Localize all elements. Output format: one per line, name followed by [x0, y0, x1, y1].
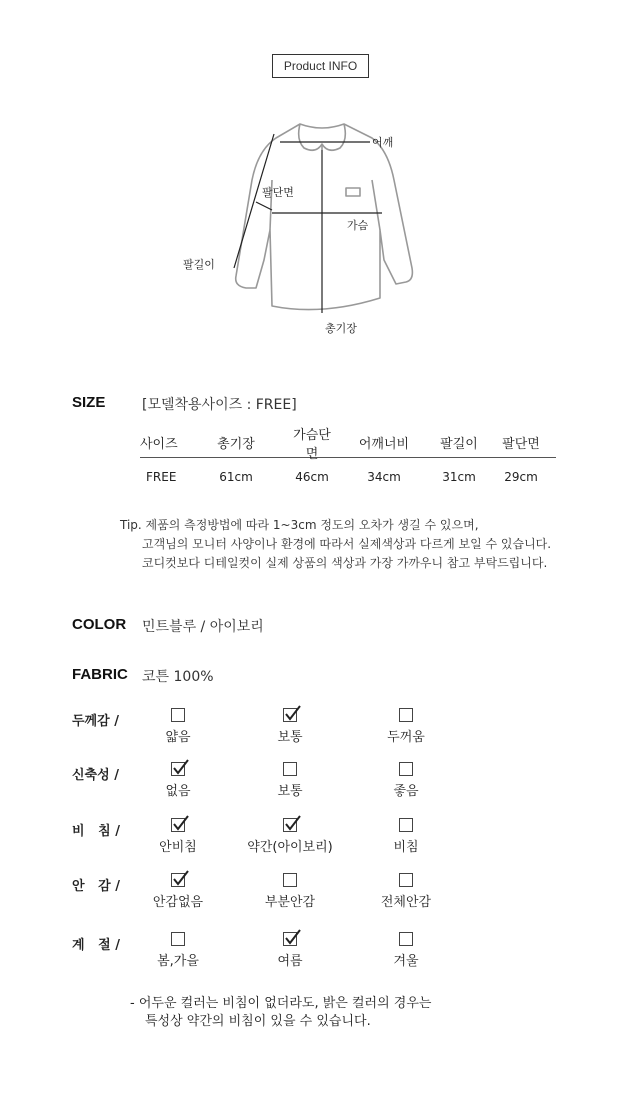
attr-label: 계 절 /: [72, 938, 120, 953]
attr-label: 비 침 /: [72, 824, 120, 839]
size-table: [140, 428, 556, 496]
fabric-title: FABRIC: [72, 666, 128, 683]
checkbox: [171, 873, 185, 887]
checkbox: [399, 873, 413, 887]
option-label: 약간(아이보리): [247, 840, 333, 855]
option-label: 두꺼움: [387, 730, 425, 745]
header-sleeve-length: 팔길이: [440, 437, 478, 452]
checkbox: [399, 762, 413, 776]
checkbox: [283, 818, 297, 832]
checkbox: [171, 708, 185, 722]
value-total-length: 61cm: [219, 470, 253, 484]
value-shoulder: 34cm: [367, 470, 401, 484]
size-diagram: [0, 110, 640, 350]
checkbox: [283, 932, 297, 946]
blouse-illustration: [0, 110, 640, 350]
option-label: 겨울: [393, 954, 419, 969]
check-mark-icon: [172, 759, 190, 777]
attr-option: [230, 932, 350, 969]
color-title: COLOR: [72, 616, 127, 633]
size-table-header: [140, 427, 556, 462]
header-chest: 가슴단면: [293, 427, 331, 462]
attr-row-thickness: [0, 708, 640, 758]
option-label: 보통: [277, 730, 303, 745]
attr-option: [346, 873, 466, 910]
attr-option: [118, 932, 238, 969]
checkbox: [171, 818, 185, 832]
attr-option: [118, 708, 238, 745]
header-total-length: 총기장: [217, 437, 255, 452]
option-label: 보통: [277, 784, 303, 799]
note-line-2: 특성상 약간의 비침이 있을 수 있습니다.: [145, 1014, 371, 1029]
attr-option: [346, 818, 466, 855]
attr-row-stretch: [0, 762, 640, 812]
check-mark-icon: [284, 705, 302, 723]
total-length-label: 총기장: [325, 322, 357, 335]
attr-label: 안 감 /: [72, 879, 120, 894]
option-label: 봄,가을: [157, 954, 199, 969]
checkbox: [399, 932, 413, 946]
option-label: 안비침: [159, 840, 197, 855]
chest-label: 가슴: [347, 219, 369, 232]
attr-option: [346, 932, 466, 969]
product-info-badge: Product INFO: [272, 54, 369, 78]
sleeve-length-label: 팔길이: [183, 258, 215, 271]
tip-line-2: 고객님의 모니터 사양이나 환경에 따라서 실제색상과 다르게 보일 수 있습니다.: [142, 537, 552, 551]
attr-row-sheerness: [0, 818, 640, 868]
model-size: [모델착용사이즈 : FREE]: [142, 397, 297, 413]
checkbox: [283, 873, 297, 887]
check-mark-icon: [284, 815, 302, 833]
attr-option: [118, 873, 238, 910]
tip-line-1: Tip. 제품의 측정방법에 따라 1~3cm 정도의 오차가 생길 수 있으며,: [120, 518, 479, 532]
attr-option: [230, 818, 350, 855]
tip-line-3: 코디컷보다 디테일컷이 실제 상품의 색상과 가장 가까우니 참고 부탁드립니다.: [142, 556, 548, 570]
attr-option: [230, 873, 350, 910]
attr-option: [230, 762, 350, 799]
attr-option: [118, 762, 238, 799]
header-sleeve-opening: 팔단면: [502, 437, 540, 452]
attr-option: [346, 762, 466, 799]
sleeve-opening-label: 팔단면: [262, 186, 294, 199]
attr-row-lining: [0, 873, 640, 923]
option-label: 안감없음: [152, 895, 204, 910]
option-label: 전체안감: [380, 895, 432, 910]
checkbox: [283, 762, 297, 776]
option-label: 여름: [277, 954, 303, 969]
value-size: FREE: [146, 470, 177, 484]
checkbox: [171, 762, 185, 776]
option-label: 얇음: [165, 730, 191, 745]
check-mark-icon: [172, 815, 190, 833]
shoulder-label: 어깨: [372, 136, 394, 149]
checkbox: [171, 932, 185, 946]
fabric-value: 코튼 100%: [142, 669, 214, 685]
option-label: 좋음: [393, 784, 419, 799]
attr-label: 신축성 /: [72, 768, 119, 783]
header-shoulder: 어깨너비: [358, 437, 410, 452]
note-line-1: - 어두운 컬러는 비침이 없더라도, 밝은 컬러의 경우는: [130, 996, 432, 1011]
size-title: SIZE: [72, 394, 106, 411]
check-mark-icon: [172, 870, 190, 888]
attr-label: 두께감 /: [72, 714, 119, 729]
attr-option: [346, 708, 466, 745]
sheerness-note: [130, 995, 431, 1031]
measurement-tip: [120, 516, 551, 573]
value-sleeve-opening: 29cm: [504, 470, 538, 484]
checkbox: [399, 708, 413, 722]
attr-option: [230, 708, 350, 745]
size-table-row: [140, 458, 556, 496]
color-value: 민트블루 / 아이보리: [142, 619, 264, 635]
attr-option: [118, 818, 238, 855]
check-mark-icon: [284, 929, 302, 947]
checkbox: [399, 818, 413, 832]
attr-row-season: [0, 932, 640, 982]
checkbox: [283, 708, 297, 722]
value-sleeve-length: 31cm: [442, 470, 476, 484]
header-size: 사이즈: [140, 437, 178, 452]
option-label: 부분안감: [264, 895, 316, 910]
value-chest: 46cm: [295, 470, 329, 484]
option-label: 없음: [165, 784, 191, 799]
option-label: 비침: [393, 840, 419, 855]
